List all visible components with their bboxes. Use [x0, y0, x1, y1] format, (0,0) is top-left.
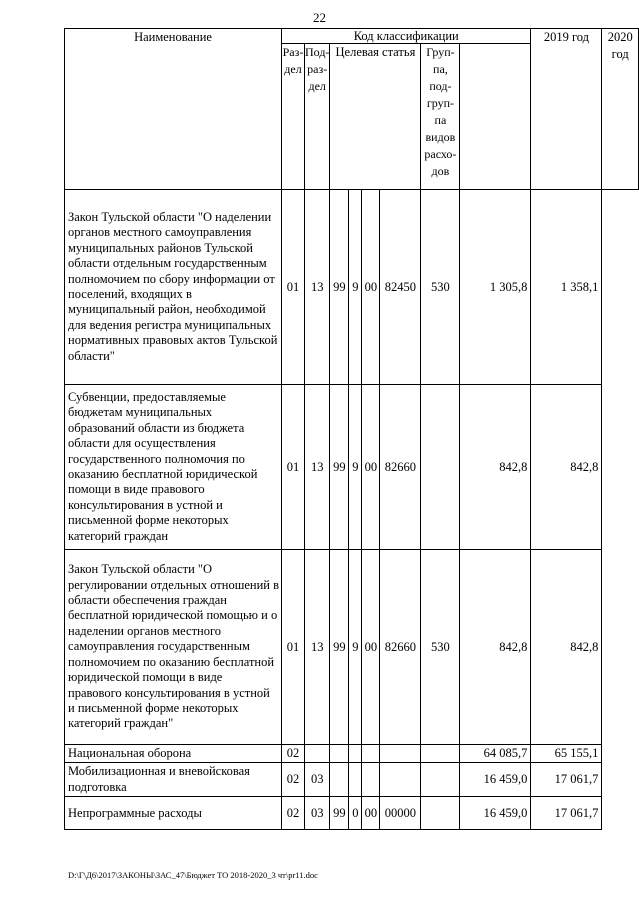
row-value-2019: 842,8 — [460, 385, 531, 550]
row-cs-event — [362, 763, 380, 797]
row-name: Мобилизационная и вневойсковая подготовка — [65, 763, 282, 797]
table-row — [65, 797, 639, 830]
table-row — [65, 550, 639, 745]
row-cs-event: 00 — [362, 797, 380, 830]
row-value-2019: 1 305,8 — [460, 190, 531, 385]
row-name: Непрограммные расходы — [65, 797, 282, 830]
row-name: Субвенции, предоставляемые бюджетам муниципальных образований области из бюджета области для осуществления государственного полномочия по оказанию бесплатной юридической помощи в виде правового консультирования в устной и письменной форме некоторых категорий граждан — [65, 385, 282, 550]
page-number: 22 — [313, 10, 326, 25]
row-cs-direction: 82660 — [380, 550, 421, 745]
row-cs-program: 99 — [330, 797, 349, 830]
file-path-footer: D:\Г\Д6\2017\ЗАКОНЫ\ЗАС_47\Бюджет ТО 2018-2020_3 чт\pr11.doc — [68, 870, 318, 880]
row-razdel: 02 — [282, 797, 305, 830]
row-podrazdel: 13 — [305, 385, 330, 550]
row-value-2019: 16 459,0 — [460, 797, 531, 830]
row-podrazdel: 03 — [305, 763, 330, 797]
row-value-2019: 64 085,7 — [460, 745, 531, 763]
row-name: Закон Тульской области "О наделении органов местного самоуправления муниципальных районов Тульской области отдельным государственным полномочием по сбору информации от поселений, входящих в муниципальный район, необходимой для ведения регистра муниципальных нормативных правовых актов Тульской области" — [65, 190, 282, 385]
header-razdel: Раз-дел — [282, 44, 305, 190]
header-year-2019: 2019 год — [531, 29, 602, 190]
row-cs-subprogram — [349, 745, 362, 763]
row-cs-direction — [380, 745, 421, 763]
row-podrazdel: 03 — [305, 797, 330, 830]
table-row — [65, 190, 639, 385]
row-cs-program: 99 — [330, 385, 349, 550]
row-cs-event: 00 — [362, 550, 380, 745]
row-name: Национальная оборона — [65, 745, 282, 763]
row-value-2020: 842,8 — [531, 385, 602, 550]
row-value-2020: 65 155,1 — [531, 745, 602, 763]
row-vid-rashodov — [421, 797, 460, 830]
row-cs-subprogram: 9 — [349, 385, 362, 550]
row-podrazdel — [305, 745, 330, 763]
row-vid-rashodov — [421, 385, 460, 550]
header-podrazdel: Под-раз-дел — [305, 44, 330, 190]
row-razdel: 01 — [282, 190, 305, 385]
row-razdel: 01 — [282, 550, 305, 745]
row-value-2020: 17 061,7 — [531, 763, 602, 797]
header-gruppa: Груп-па, под-груп-па видов расхо-дов — [421, 44, 460, 190]
row-cs-direction — [380, 763, 421, 797]
header-name: Наименование — [65, 29, 282, 190]
row-podrazdel: 13 — [305, 190, 330, 385]
row-value-2019: 842,8 — [460, 550, 531, 745]
row-cs-event: 00 — [362, 190, 380, 385]
header-tselevaya-statya: Целевая статья — [330, 44, 421, 190]
row-cs-program — [330, 745, 349, 763]
row-cs-program: 99 — [330, 190, 349, 385]
row-cs-direction: 82450 — [380, 190, 421, 385]
row-cs-program — [330, 763, 349, 797]
row-name: Закон Тульской области "О регулировании отдельных отношений в области обеспечения граждан бесплатной юридической помощью и о наделении органов местного самоуправления государственным полномочием по оказанию бесплатной юридической помощи в виде правового консультирования в устной и письменной форме некоторых категорий граждан" — [65, 550, 282, 745]
header-code-group: Код классификации — [282, 29, 531, 44]
row-vid-rashodov — [421, 763, 460, 797]
row-cs-subprogram: 9 — [349, 550, 362, 745]
table-row — [65, 763, 639, 797]
row-podrazdel: 13 — [305, 550, 330, 745]
row-vid-rashodov: 530 — [421, 190, 460, 385]
budget-table — [64, 28, 639, 830]
row-razdel: 02 — [282, 745, 305, 763]
row-cs-direction: 00000 — [380, 797, 421, 830]
row-value-2019: 16 459,0 — [460, 763, 531, 797]
row-cs-subprogram — [349, 763, 362, 797]
row-cs-subprogram: 0 — [349, 797, 362, 830]
row-cs-program: 99 — [330, 550, 349, 745]
row-cs-subprogram: 9 — [349, 190, 362, 385]
row-value-2020: 17 061,7 — [531, 797, 602, 830]
header-year-2020: 2020 год — [602, 29, 639, 190]
row-value-2020: 1 358,1 — [531, 190, 602, 385]
row-cs-event — [362, 745, 380, 763]
row-razdel: 02 — [282, 763, 305, 797]
table-row — [65, 385, 639, 550]
row-vid-rashodov: 530 — [421, 550, 460, 745]
row-value-2020: 842,8 — [531, 550, 602, 745]
row-cs-direction: 82660 — [380, 385, 421, 550]
table-row — [65, 745, 639, 763]
row-vid-rashodov — [421, 745, 460, 763]
row-razdel: 01 — [282, 385, 305, 550]
row-cs-event: 00 — [362, 385, 380, 550]
